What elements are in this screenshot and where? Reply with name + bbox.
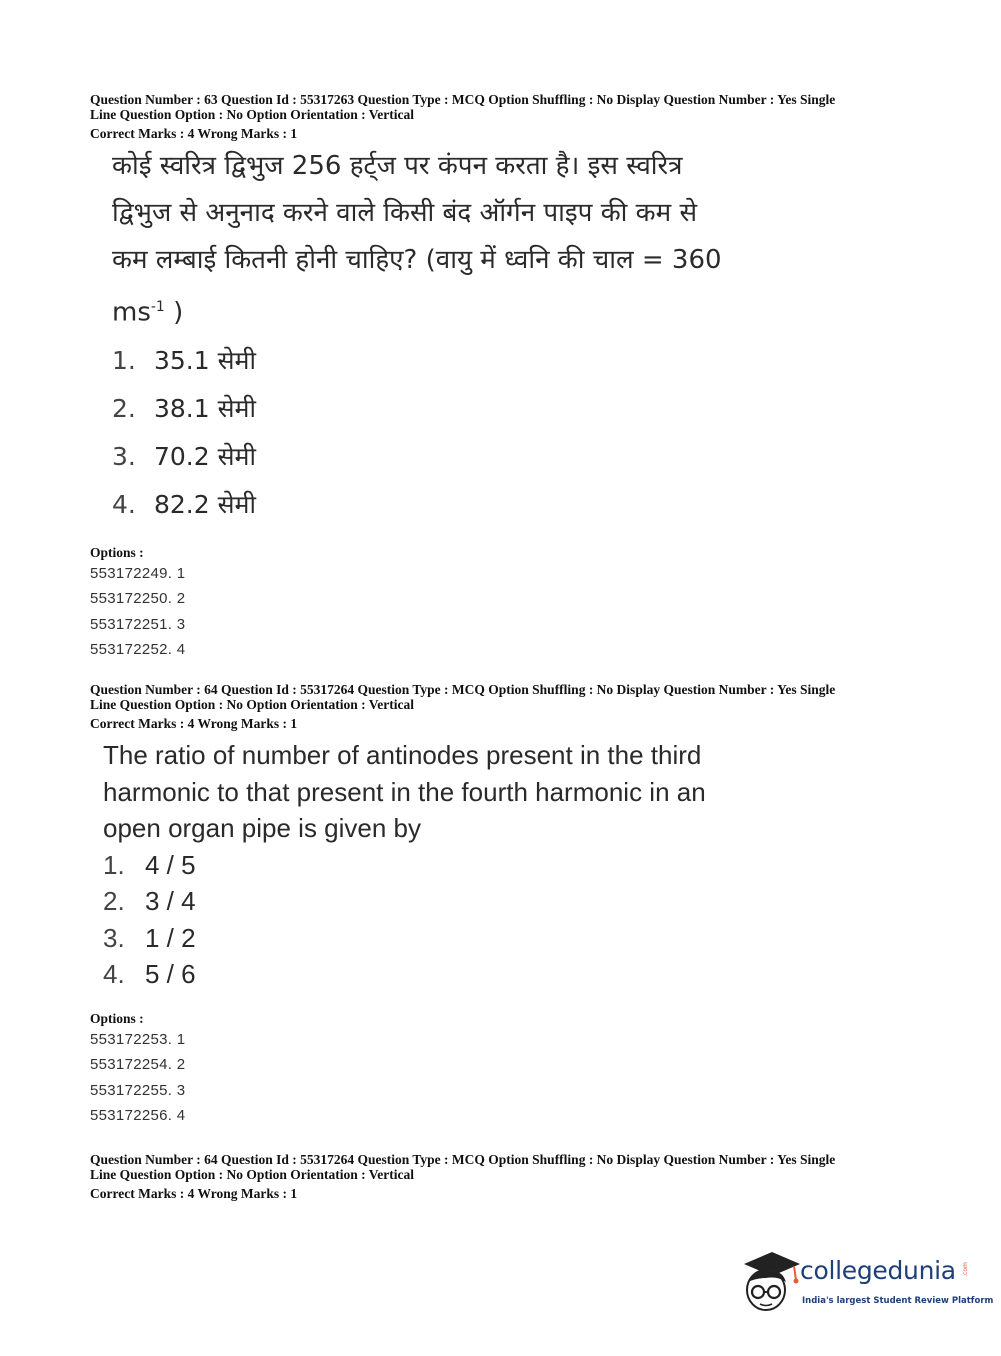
choice-text: 70.2 सेमी	[154, 441, 256, 471]
question-meta-line1: Question Number : 64 Question Id : 55317264 Question Type : MCQ Option Shuffling : No Display Question Number : Yes Single	[90, 682, 836, 697]
question-body	[90, 737, 920, 993]
choice-text: 3 / 4	[145, 886, 196, 916]
choice-number: 2.	[112, 393, 136, 423]
question-meta-line1: Question Number : 64 Question Id : 55317264 Question Type : MCQ Option Shuffling : No Display Question Number : Yes Single	[90, 1152, 836, 1167]
unit-base: ms	[112, 297, 151, 328]
choice-number: 4.	[112, 489, 136, 519]
choice-number: 2.	[103, 886, 125, 916]
question-meta-line2: Line Question Option : No Option Orientation : Vertical	[90, 107, 415, 122]
choice-text: 4 / 5	[145, 849, 196, 880]
question-meta-line1: Question Number : 63 Question Id : 55317263 Question Type : MCQ Option Shuffling : No Display Question Number : Yes Single	[90, 92, 836, 107]
question-marks: Correct Marks : 4 Wrong Marks : 1	[90, 1186, 298, 1201]
logo-tagline: India's largest Student Review Platform	[802, 1296, 994, 1306]
question-marks: Correct Marks : 4 Wrong Marks : 1	[90, 716, 298, 731]
question-meta-line2: Line Question Option : No Option Orientation : Vertical	[90, 1167, 415, 1182]
unit-close: )	[164, 297, 184, 328]
option-id: 553172251. 3	[90, 615, 186, 633]
option-id: 553172256. 4	[90, 1107, 186, 1124]
question-text-unit	[112, 284, 920, 337]
choice-number: 3.	[103, 922, 125, 953]
choice-text: 38.1 सेमी	[154, 393, 256, 423]
choice-number: 1.	[103, 849, 125, 880]
question-text-line: कम लम्बाई कितनी होनी चाहिए? (वायु में ध्वनि की चाल = 360	[112, 245, 722, 275]
mascot-icon	[742, 1248, 802, 1316]
question-marks: Correct Marks : 4 Wrong Marks : 1	[90, 126, 298, 141]
option-id: 553172250. 2	[90, 590, 186, 608]
option-id: 553172254. 2	[90, 1056, 186, 1073]
choice	[112, 481, 920, 529]
option-id: 553172253. 1	[90, 1030, 186, 1048]
option-id: 553172249. 1	[90, 564, 186, 582]
choice-number: 1.	[112, 345, 136, 375]
options-block	[90, 1011, 920, 1129]
choice	[103, 920, 920, 957]
question-meta-line2: Line Question Option : No Option Orientation : Vertical	[90, 697, 415, 712]
collegedunia-logo	[742, 1248, 994, 1318]
options-label: Options :	[90, 1010, 144, 1026]
question-body	[90, 143, 920, 529]
question-63	[90, 92, 920, 663]
option-id: 553172252. 4	[90, 641, 186, 659]
question-text-line: कोई स्वरित्र द्विभुज 256 हर्ट्ज पर कंपन करता है। इस स्वरित्र	[112, 151, 683, 181]
choice	[103, 883, 920, 920]
choice	[103, 847, 920, 884]
options-block	[90, 545, 920, 663]
choice-number: 4.	[103, 959, 125, 989]
choice	[103, 956, 920, 993]
question-text-line: The ratio of number of antinodes present in the third	[103, 740, 702, 770]
question-text-line: harmonic to that present in the fourth harmonic in an	[103, 776, 706, 807]
options-label: Options :	[90, 544, 144, 560]
choice	[112, 337, 920, 385]
choice-text: 82.2 सेमी	[154, 489, 256, 519]
unit-superscript: -1	[150, 299, 165, 315]
choice-text: 35.1 सेमी	[154, 345, 256, 375]
logo-suffix: .com	[961, 1262, 969, 1277]
choice-text: 1 / 2	[145, 922, 196, 953]
question-64-repeat	[90, 1152, 920, 1201]
choice	[112, 385, 920, 433]
option-id: 553172255. 3	[90, 1081, 186, 1099]
question-text-line: द्विभुज से अनुनाद करने वाले किसी बंद ऑर्गन पाइप की कम से	[112, 198, 698, 228]
choice	[112, 433, 920, 481]
choice-number: 3.	[112, 441, 136, 471]
logo-name: collegedunia	[800, 1256, 956, 1285]
question-text-line: open organ pipe is given by	[103, 813, 422, 843]
question-64	[90, 682, 920, 1129]
choice-text: 5 / 6	[145, 959, 196, 989]
